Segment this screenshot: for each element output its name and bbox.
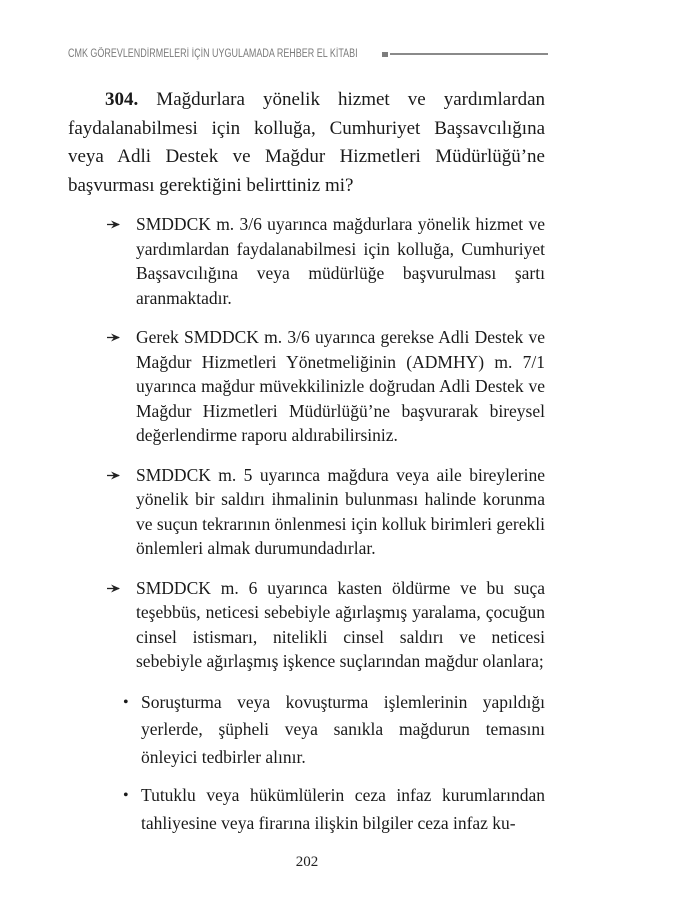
bullet-list bbox=[68, 689, 545, 838]
question-paragraph bbox=[68, 86, 545, 200]
bullet-icon: • bbox=[123, 787, 129, 804]
running-header-title: CMK GÖREVLENDİRMELERİ İÇİN UYGULAMADA REHBER EL KİTABI bbox=[68, 48, 358, 60]
answer-text: SMDDCK m. 3/6 uyarınca mağdurlara yönelik hizmet ve yardımlardan faydalanabilmesi için kolluğa, Cumhuriyet Başsavcılığına veya müdürlüğe başvurulması şartı aranmaktadır. bbox=[136, 214, 545, 308]
question-number: 304. bbox=[105, 89, 139, 110]
answer-text: SMDDCK m. 5 uyarınca mağdura veya aile bireylerine yönelik bir saldırı ihmalinin bulunması halinde korunma ve suçun tekrarının önlenmesi için kolluk birimleri gerekli önlemleri almak durumundadırlar. bbox=[136, 464, 545, 558]
arrow-icon bbox=[106, 212, 122, 236]
answer-item bbox=[68, 212, 545, 310]
bullet-item bbox=[68, 782, 545, 837]
header-rule bbox=[390, 53, 548, 54]
answer-item bbox=[68, 576, 545, 674]
bullet-text: Soruşturma veya kovuşturma işlemlerinin yapıldığı yerlerde, şüpheli veya sanıkla mağdurun temasını önleyici tedbirler alınır. bbox=[141, 691, 545, 767]
bullet-icon: • bbox=[123, 693, 129, 711]
page-content bbox=[68, 86, 545, 848]
answer-item bbox=[68, 325, 545, 448]
header-square-marker bbox=[382, 52, 388, 57]
answer-text: SMDDCK m. 6 uyarınca kasten öldürme ve bu suça teşebbüs, neticesi sebebiyle ağırlaşmış yaralama, çocuğun cinsel istismarı, nitelikli cinsel saldırı ve neticesi sebebiyle ağırlaşmış işkence suçlarından mağdur olanlara; bbox=[136, 577, 545, 671]
bullet-item bbox=[68, 689, 545, 772]
bullet-text: Tutuklu veya hükümlülerin ceza infaz kurumlarından tahliyesine veya firarına ilişkin bilgiler ceza infaz ku- bbox=[141, 785, 545, 833]
answer-item bbox=[68, 463, 545, 561]
arrow-icon bbox=[106, 325, 122, 349]
arrow-icon bbox=[106, 576, 122, 600]
running-header bbox=[68, 44, 548, 64]
arrow-icon bbox=[106, 463, 122, 487]
question-text: Mağdurlara yönelik hizmet ve yardımlardan faydalanabilmesi için kolluğa, Cumhuriyet Başsavcılığına veya Adli Destek ve Mağdur Hizmetleri Müdürlüğü’ne başvurması gerektiğini belirttiniz mi? bbox=[68, 89, 546, 196]
answer-text: Gerek SMDDCK m. 3/6 uyarınca gerekse Adli Destek ve Mağdur Hizmetleri Yönetmeliğinin (ADMHY) m. 7/1 uyarınca mağdur müvekkilinizle doğrudan Adli Destek ve Mağdur Hizmetleri Müdürlüğü’ne başvurarak bireysel değerlendirme raporu aldırabilirsiniz. bbox=[136, 327, 545, 445]
page-number: 202 bbox=[295, 854, 319, 870]
